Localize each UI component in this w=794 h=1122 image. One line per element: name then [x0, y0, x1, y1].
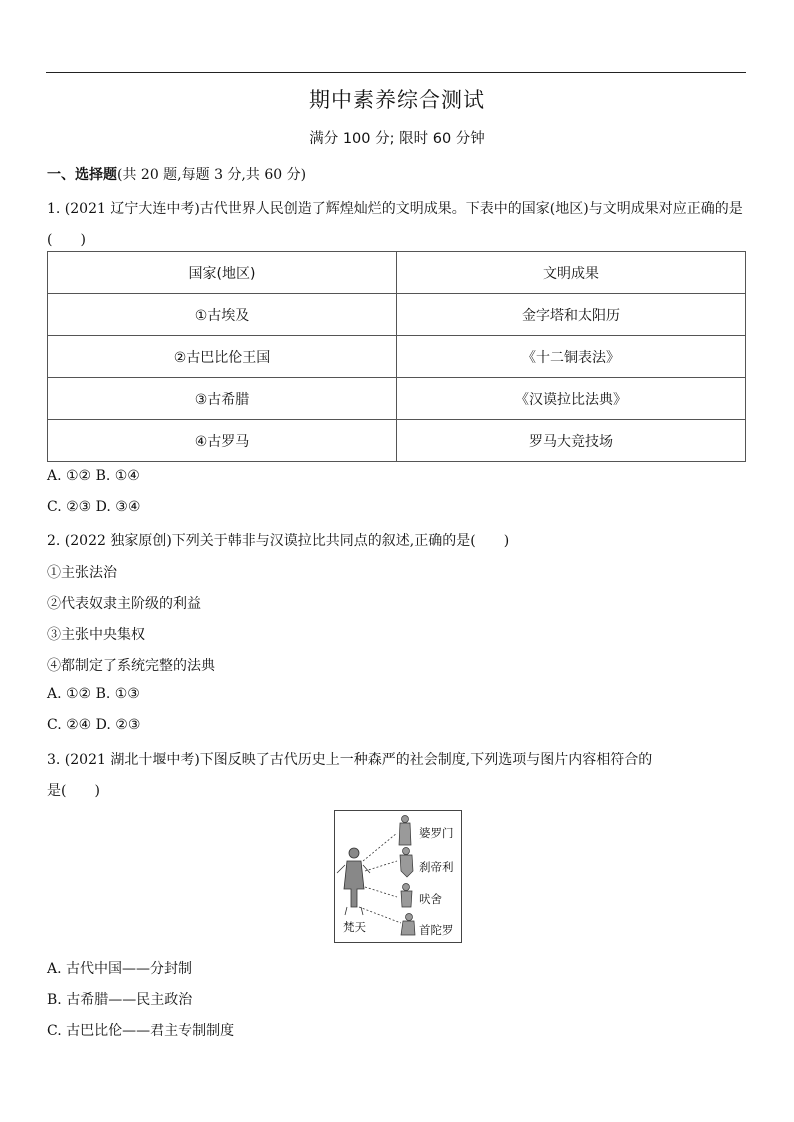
q1-table: [47, 251, 746, 462]
table-cell: 罗马大竞技场: [397, 420, 746, 462]
table-row: [48, 420, 746, 462]
table-cell: 《汉谟拉比法典》: [397, 378, 746, 420]
q3-option: C. 古巴比伦——君主专制制度: [47, 1023, 235, 1039]
table-cell: ①古埃及: [48, 294, 397, 336]
table-row: [48, 336, 746, 378]
q2-option-line: C. ②④ D. ②③: [47, 717, 141, 733]
q2-item: ④都制定了系统完整的法典: [47, 658, 215, 674]
page-title: 期中素养综合测试: [309, 88, 485, 112]
q3-stem-cont: 是( ): [47, 783, 100, 799]
q3-stem: 3. (2021 湖北十堰中考)下图反映了古代历史上一种森严的社会制度,下列选项与图片内容相符合的: [47, 752, 653, 768]
q2-stem: 2. (2022 独家原创)下列关于韩非与汉谟拉比共同点的叙述,正确的是( ): [47, 533, 510, 549]
shudra-label: 首陀罗: [419, 923, 454, 937]
table-header-cell: 文明成果: [397, 252, 746, 294]
q2-item: ①主张法治: [47, 565, 117, 581]
q2-item: ③主张中央集权: [47, 627, 145, 643]
brahma-label: 梵天: [343, 920, 366, 934]
section-note: (共 20 题,每题 3 分,共 60 分): [117, 167, 307, 183]
q1-stem: 1. (2021 辽宁大连中考)古代世界人民创造了辉煌灿烂的文明成果。下表中的国家(地区)与文明成果对应正确的是( ): [47, 201, 743, 248]
table-cell: 金字塔和太阳历: [397, 294, 746, 336]
kshatriya-label: 刹帝利: [419, 860, 454, 874]
connector-lines: [359, 833, 401, 923]
q1-option-line: C. ②③ D. ③④: [47, 499, 141, 515]
table-header-row: [48, 252, 746, 294]
brahmin-label: 婆罗门: [419, 826, 454, 840]
table-row: [48, 378, 746, 420]
page-subtitle: 满分 100 分; 限时 60 分钟: [309, 131, 485, 147]
q2-option-line: A. ①② B. ①③: [47, 686, 140, 702]
table-cell: 《十二铜表法》: [397, 336, 746, 378]
q2-item: ②代表奴隶主阶级的利益: [47, 596, 201, 612]
top-rule: [46, 72, 746, 73]
table-header-cell: 国家(地区): [48, 252, 397, 294]
table-row: [48, 294, 746, 336]
q3-option: B. 古希腊——民主政治: [47, 992, 193, 1008]
table-cell: ②古巴比伦王国: [48, 336, 397, 378]
section-heading: [47, 164, 306, 184]
caste-figures: [399, 816, 415, 936]
table-cell: ④古罗马: [48, 420, 397, 462]
table-cell: ③古希腊: [48, 378, 397, 420]
brahma-figure: [337, 848, 370, 915]
section-label: 一、选择题: [47, 167, 117, 183]
caste-system-figure: [334, 810, 462, 943]
q1-option-line: A. ①② B. ①④: [47, 468, 140, 484]
vaishya-label: 吠舍: [419, 892, 442, 906]
q3-option: A. 古代中国——分封制: [47, 961, 193, 977]
